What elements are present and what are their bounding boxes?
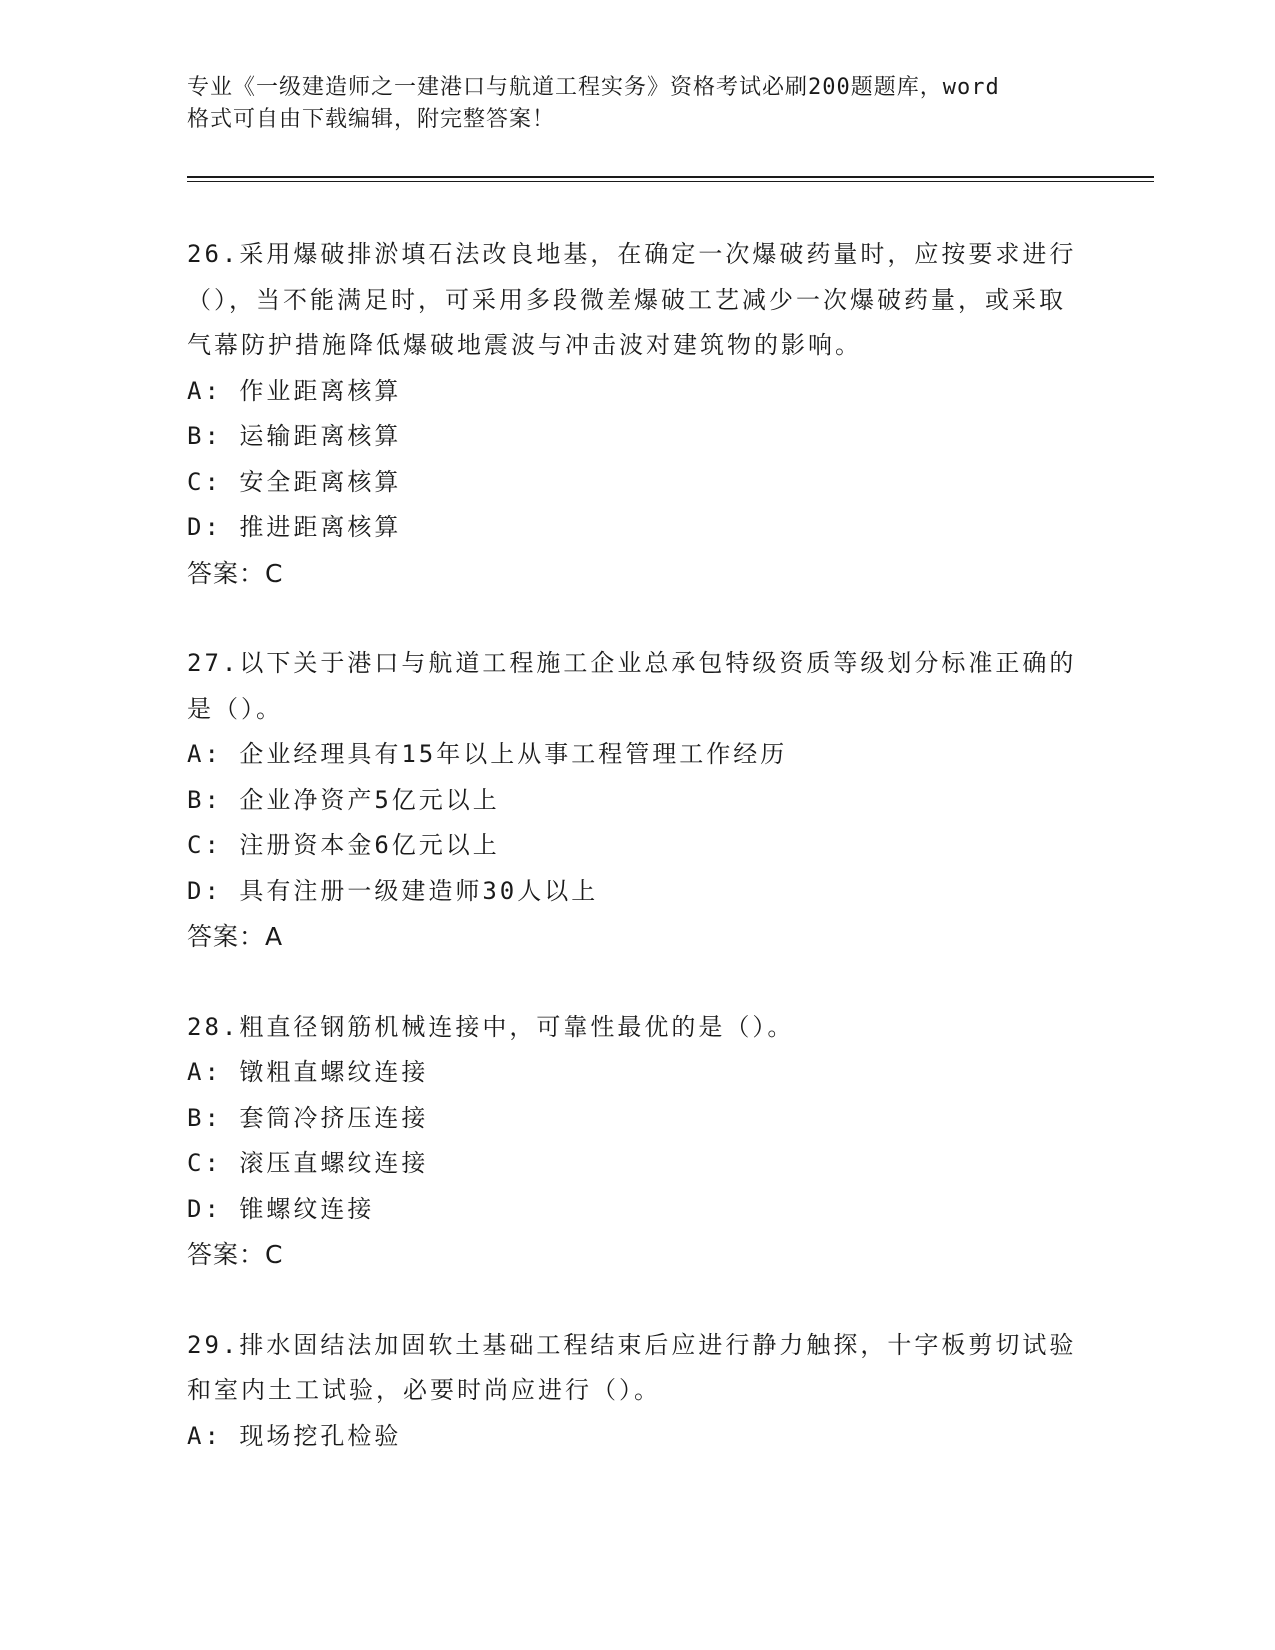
header-divider-thin — [187, 181, 1154, 182]
option-a: A: 现场挖孔检验 — [187, 1421, 402, 1450]
question-28 — [187, 1005, 1087, 1278]
answer-line: 答案：A — [187, 922, 284, 951]
answer-line: 答案：C — [187, 558, 284, 588]
question-stem: 29.排水固结法加固软土基础工程结束后应进行静力触探，十字板剪切试验和室内土工试验，必要时尚应进行（）。 — [187, 1330, 1077, 1404]
option-a: A: 镦粗直螺纹连接 — [187, 1058, 429, 1086]
question-list — [187, 232, 1087, 1504]
option-c: C: 滚压直螺纹连接 — [187, 1149, 429, 1177]
document-header: 专业《一级建造师之一建港口与航道工程实务》资格考试必刷200题题库，word 格式可自由下载编辑，附完整答案！ — [187, 75, 1000, 132]
option-b: B: 套筒冷挤压连接 — [187, 1103, 429, 1132]
option-d: D: 具有注册一级建造师30人以上 — [187, 876, 599, 905]
header-divider-thick — [187, 176, 1154, 178]
question-29 — [187, 1323, 1087, 1460]
question-stem: 27.以下关于港口与航道工程施工企业总承包特级资质等级划分标准正确的是（）。 — [187, 649, 1077, 723]
option-a: A: 企业经理具有15年以上从事工程管理工作经历 — [187, 740, 788, 768]
option-a: A: 作业距离核算 — [187, 376, 402, 405]
option-b: B: 运输距离核算 — [187, 422, 402, 450]
option-c: C: 安全距离核算 — [187, 467, 402, 496]
option-b: B: 企业净资产5亿元以上 — [187, 785, 500, 814]
option-d: D: 锥螺纹连接 — [187, 1194, 375, 1223]
question-stem: 26.采用爆破排淤填石法改良地基，在确定一次爆破药量时，应按要求进行（），当不能满足时，可采用多段微差爆破工艺减少一次爆破药量，或采取气幕防护措施降低爆破地震波与冲击波对建筑物的影响。 — [187, 240, 1077, 359]
question-stem: 28.粗直径钢筋机械连接中，可靠性最优的是（）。 — [187, 1012, 795, 1041]
question-27 — [187, 641, 1087, 960]
option-c: C: 注册资本金6亿元以上 — [187, 831, 500, 859]
answer-line: 答案：C — [187, 1240, 284, 1269]
option-d: D: 推进距离核算 — [187, 513, 402, 541]
question-26 — [187, 232, 1087, 596]
